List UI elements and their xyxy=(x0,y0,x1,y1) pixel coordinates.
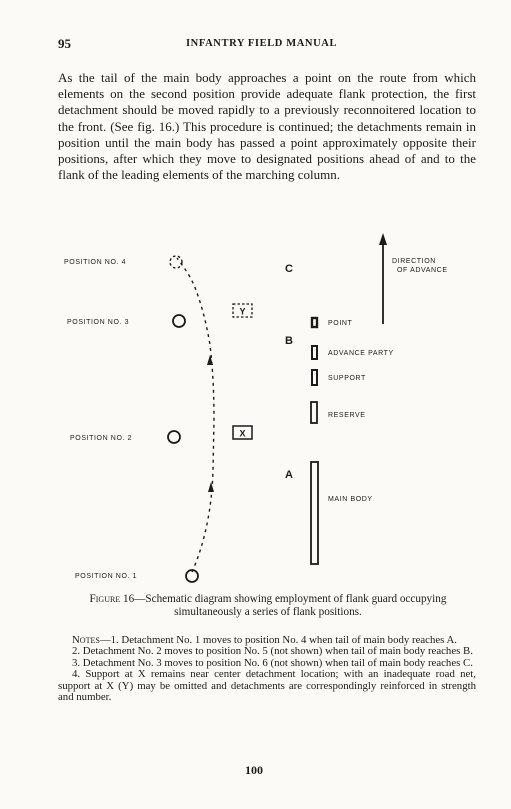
detachment-route xyxy=(177,258,214,572)
column-label: ADVANCE PARTY xyxy=(328,350,394,357)
direction-label: DIRECTION xyxy=(392,258,436,265)
position-label: POSITION NO. 3 xyxy=(67,319,130,326)
note-item: 4. Support at X remains near center detachment location; with an inadequate road net, support at X (Y) may be omitted and detachments are correspondingly reinforced in strength and number. xyxy=(58,668,476,704)
caption-text: —Schematic diagram showing employment of flank guard occupying simultaneously a series of flank positions. xyxy=(134,593,447,618)
body-paragraph: As the tail of the main body approaches a point on the route from which elements on the second position provide adequate flank protection, the first detachment should be moved rapidly to a previously reconnoitered location to the front. (See fig. 16.) This procedure is continued; the detachments remain in position until the main body has passed a point approximately opposite their positions, after which they move to designated positions ahead of and to the flank of the leading elements of the marching column. xyxy=(58,70,476,183)
point-element xyxy=(312,318,317,327)
note-item: 3. Detachment No. 3 moves to position No. 6 (not shown) when tail of main body reaches C. xyxy=(72,656,473,669)
main-body-element xyxy=(311,462,318,564)
page-number: 100 xyxy=(245,763,263,777)
flank-guard-diagram xyxy=(0,225,511,590)
column-label: MAIN BODY xyxy=(328,496,373,503)
route-arrow-head xyxy=(207,355,213,365)
note-item: Notes—1. Detachment No. 1 moves to position No. 4 when tail of main body reaches A. xyxy=(72,634,457,646)
reserve-element xyxy=(311,402,317,423)
figure-notes xyxy=(58,635,476,703)
notes-lead: Notes xyxy=(72,634,100,646)
column-label: POINT xyxy=(328,320,353,327)
support-x-label: X xyxy=(239,428,246,439)
section-letter-c: C xyxy=(285,263,293,275)
position-label: POSITION NO. 4 xyxy=(64,259,127,266)
caption-prefix: Figure 16 xyxy=(89,593,135,605)
route-arrow-head xyxy=(208,482,214,492)
column-label: RESERVE xyxy=(328,412,366,419)
support-element xyxy=(312,370,317,385)
figure-caption xyxy=(60,593,476,619)
support-y-label: Y xyxy=(239,306,246,317)
page-marker: 95 xyxy=(58,36,71,51)
direction-label: OF ADVANCE xyxy=(397,267,448,274)
position-label: POSITION NO. 1 xyxy=(75,573,138,580)
position-4-marker xyxy=(170,256,182,268)
position-label: POSITION NO. 2 xyxy=(70,435,133,442)
column-label: SUPPORT xyxy=(328,375,366,382)
direction-arrow-head xyxy=(379,233,387,245)
position-2-marker xyxy=(168,431,180,443)
advance-party-element xyxy=(312,346,317,359)
section-letter-a: A xyxy=(285,469,293,481)
section-letter-b: B xyxy=(285,335,293,347)
note-item: 2. Detachment No. 2 moves to position No. 5 (not shown) when tail of main body reaches B. xyxy=(72,645,473,658)
position-3-marker xyxy=(173,315,185,327)
running-header: INFANTRY FIELD MANUAL xyxy=(186,38,338,49)
